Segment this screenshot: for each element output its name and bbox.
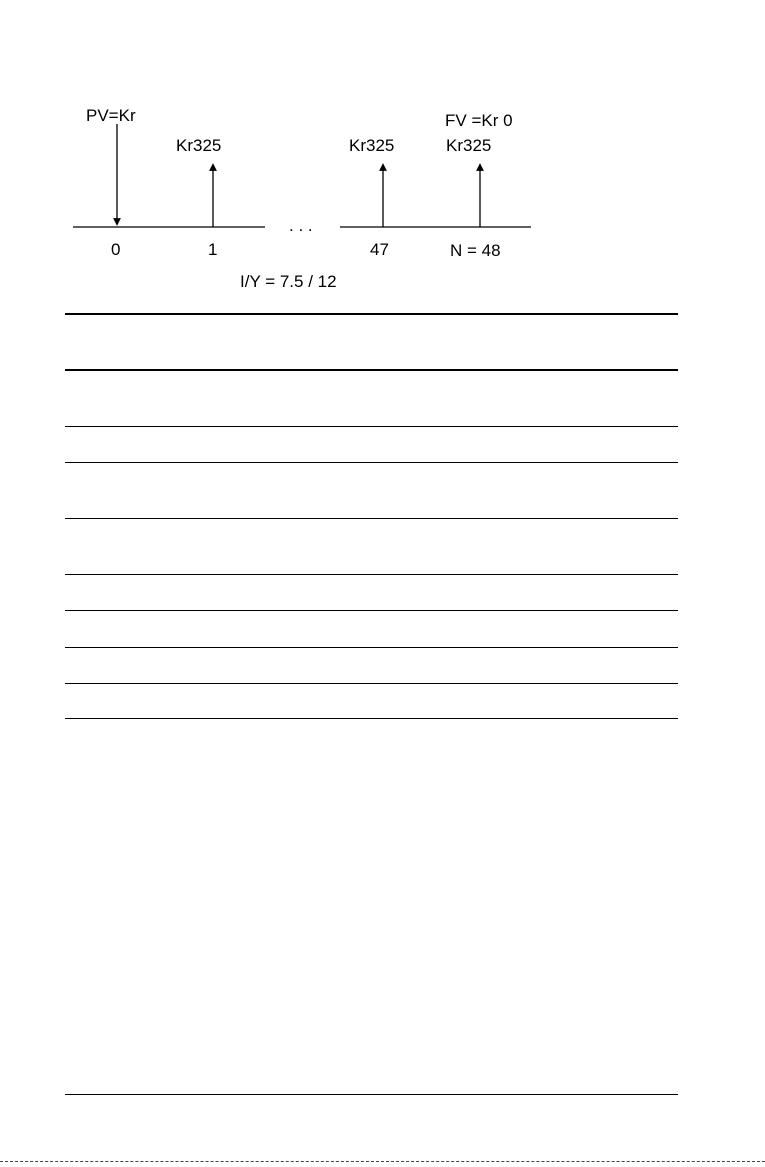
payment-amount-period-1: Kr325 [176, 136, 222, 155]
interest-rate-label: I/Y = 7.5 / 12 [240, 272, 337, 291]
period-label-1: 1 [208, 240, 218, 259]
pv-label: PV=Kr [86, 106, 136, 125]
payment-amount-period-48: Kr325 [446, 136, 492, 155]
period-label-48: N = 48 [450, 241, 501, 260]
table-row-rule [65, 518, 678, 519]
page-footer-rule [65, 1094, 678, 1095]
table-header-rule [65, 369, 678, 371]
period-label-47: 47 [370, 240, 389, 259]
table-row-rule [65, 610, 678, 611]
table-bottom-rule [65, 718, 678, 719]
payment-amount-period-47: Kr325 [349, 136, 395, 155]
table-row-rule [65, 574, 678, 575]
table-row-rule [65, 647, 678, 648]
fv-label: FV =Kr 0 [445, 111, 513, 130]
table-top-rule [65, 313, 678, 315]
period-label-0: 0 [111, 240, 121, 259]
table-row-rule [65, 462, 678, 463]
table-row-rule [65, 426, 678, 427]
timeline-ellipsis: . . . [289, 216, 313, 235]
cash-flow-timeline-diagram [0, 0, 765, 300]
table-row-rule [65, 683, 678, 684]
page-bottom-edge [0, 1161, 765, 1162]
